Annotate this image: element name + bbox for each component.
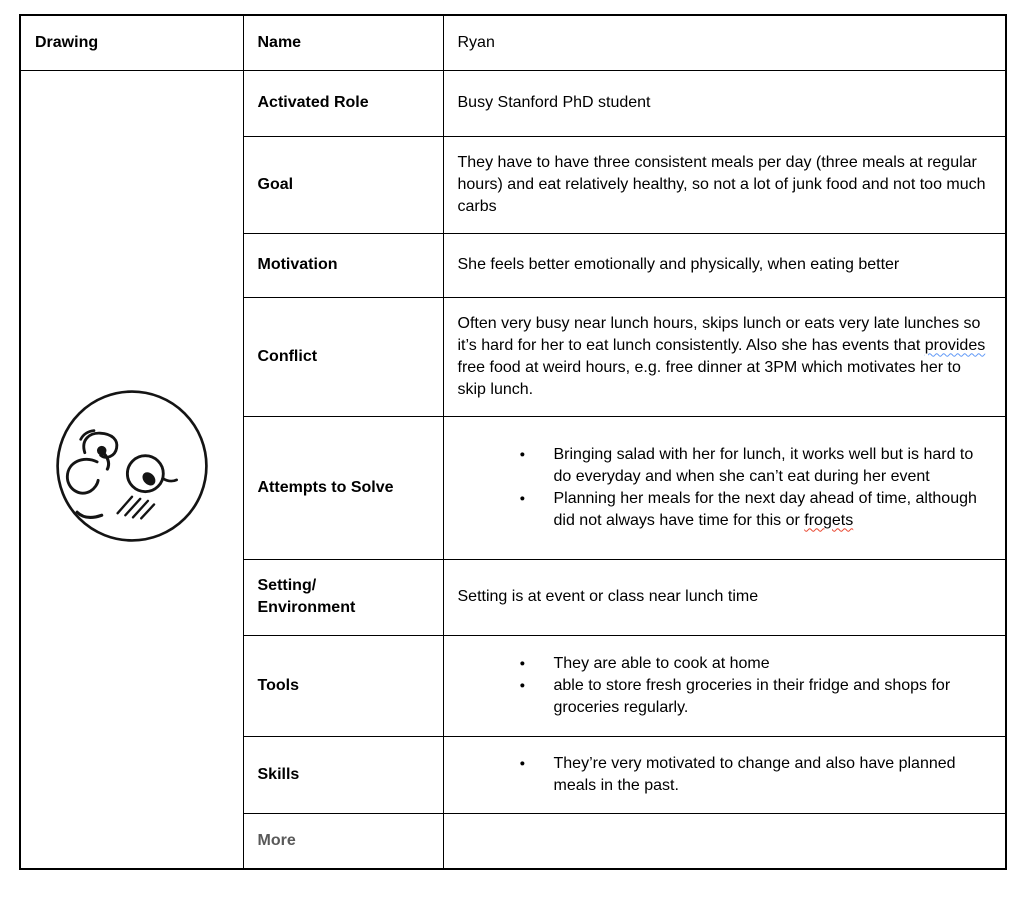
row-activated-role (20, 70, 1006, 136)
goal-value-cell[interactable] (443, 136, 1006, 233)
bullet-icon: ● (519, 448, 526, 460)
more-value-cell[interactable] (443, 813, 1006, 869)
skills-label-cell[interactable] (243, 736, 443, 813)
spelling-flagged-word[interactable]: frogets (804, 511, 854, 529)
skills-label: Skills (257, 765, 300, 783)
setting-label-line1: Setting/ (257, 577, 317, 594)
list-item (458, 753, 990, 797)
more-label-cell[interactable] (243, 813, 443, 869)
conflict-text-after: free food at weird hours, e.g. free dinner at 3PM which motivates her to skip lunch. (457, 358, 961, 398)
grammar-flagged-word[interactable]: provides (924, 336, 986, 354)
activated-role-value-cell[interactable] (443, 70, 1006, 136)
attempts-label: Attempts to Solve (257, 478, 394, 496)
bullet-text: They are able to cook at home (553, 654, 770, 672)
skills-value-cell[interactable] (443, 736, 1006, 813)
attempts-bullet-list (458, 444, 990, 532)
name-label: Name (257, 33, 302, 51)
drawing-cell[interactable] (20, 70, 243, 869)
attempts-label-cell[interactable] (243, 416, 443, 559)
goal-label: Goal (257, 175, 294, 193)
setting-value-cell[interactable] (443, 559, 1006, 635)
bullet-text: able to store fresh groceries in their fridge and shops for groceries regularly. (553, 676, 951, 716)
list-item (458, 488, 990, 532)
tools-label: Tools (257, 676, 299, 694)
bullet-icon: ● (519, 492, 526, 504)
name-value: Ryan (457, 33, 495, 51)
persona-table (19, 14, 1007, 870)
setting-value: Setting is at event or class near lunch time (457, 588, 759, 605)
bullet-text: They’re very motivated to change and also have planned meals in the past. (553, 754, 956, 794)
tools-value-cell[interactable] (443, 635, 1006, 736)
conflict-label-cell[interactable] (243, 297, 443, 416)
setting-label-line2: Environment (257, 599, 356, 616)
name-value-cell[interactable] (443, 15, 1006, 70)
list-item (458, 444, 990, 488)
list-item (458, 675, 990, 719)
conflict-value-cell[interactable] (443, 297, 1006, 416)
setting-label-cell[interactable] (243, 559, 443, 635)
conflict-label: Conflict (257, 347, 318, 365)
activated-role-label: Activated Role (257, 94, 369, 111)
goal-label-cell[interactable] (243, 136, 443, 233)
motivation-value-cell[interactable] (443, 233, 1006, 297)
bullet-icon: ● (519, 757, 526, 769)
tools-bullet-list (458, 653, 990, 719)
conflict-text-before: Often very busy near lunch hours, skips lunch or eats very late lunches so it’s hard for her to eat lunch consistently. Also she has events that (457, 314, 981, 354)
goal-value: They have to have three consistent meals per day (three meals at regular hours) and eat relatively healthy, so not a lot of junk food and not too much carbs (457, 153, 986, 215)
bullet-icon: ● (519, 657, 526, 669)
skills-bullet-list (458, 753, 990, 797)
bullet-text (554, 488, 990, 532)
motivation-value: She feels better emotionally and physically, when eating better (457, 256, 900, 273)
drawing-header-cell[interactable] (20, 15, 243, 70)
motivation-label-cell[interactable] (243, 233, 443, 297)
drawing-header-label: Drawing (35, 33, 99, 51)
attempts-text-before: Planning her meals for the next day ahead of time, although did not always have time for this or (553, 489, 977, 529)
bullet-text: Bringing salad with her for lunch, it works well but is hard to do everyday and when she can’t eat during her event (553, 445, 974, 485)
attempts-value-cell[interactable] (443, 416, 1006, 559)
list-item (458, 653, 990, 675)
tools-label-cell[interactable] (243, 635, 443, 736)
bullet-icon: ● (519, 679, 526, 691)
motivation-label: Motivation (257, 256, 338, 273)
activated-role-value: Busy Stanford PhD student (457, 94, 651, 111)
face-doodle-image (54, 388, 210, 551)
more-label: More (257, 831, 296, 849)
row-name (20, 15, 1006, 70)
activated-role-label-cell[interactable] (243, 70, 443, 136)
name-label-cell[interactable] (243, 15, 443, 70)
